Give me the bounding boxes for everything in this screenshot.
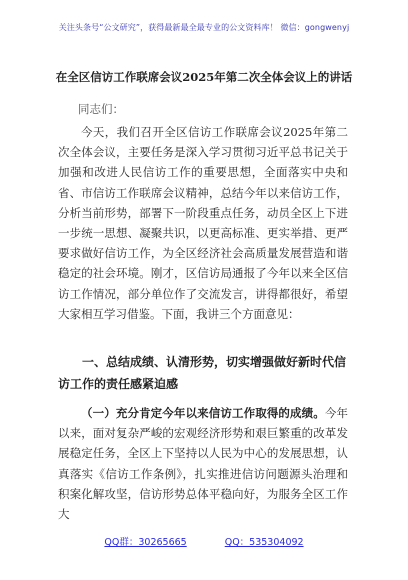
qq-contact-link[interactable]: QQ：535304092 (224, 537, 304, 548)
body-paragraph: 今天，我们召开全区信访工作联席会议2025年第二次全体会议，主要任务是深入学习贯彻习近平总书记关于加强和改进人民信访工作的重要思想，全面落实中央和省、市信访工作联席会议精神，总结今年以来信访工作，分析当前形势，部署下一阶段重点任务，动员全区上下进一步统一思想、凝聚共识，以更高标准、更实举措、更严要求做好信访工作，为全区经济社会高质量发展营造和谐稳定的社会环境。刚才，区信访局通报了今年以来全区信访工作情况，部分单位作了交流发言，讲得都很好，希望大家相互学习借鉴。下面，我讲三个方面意见： (58, 125, 348, 321)
subsection-heading: （一）充分肯定今年以来信访工作取得的成绩。 (81, 406, 325, 420)
paragraph-body: 今年以来，面对复杂严峻的宏观经济形势和艰巨繁重的改革发展稳定任务，全区上下坚持以人民为中心的发展思想，认真落实《信访工作条例》，扎实推进信访问题源头治理和积案化解攻坚，信访形势总体平稳向好，为服务全区工作大 (58, 406, 349, 522)
body-paragraph-2 (58, 403, 348, 524)
contact-footer (0, 534, 408, 548)
speech-title: 在全区信访工作联席会议2025年第二次全体会议上的讲话 (55, 70, 353, 84)
qq-group-link[interactable]: QQ群：30265665 (104, 537, 187, 548)
section-heading: 一、总结成绩、认清形势，切实增强做好新时代信访工作的责任感紧迫感 (58, 355, 347, 391)
promo-header: 关注头条号“公文研究”，获得最新最全最专业的公文资料库！ 微信：gongwenyj (58, 23, 350, 32)
greeting: 同志们： (78, 102, 124, 116)
